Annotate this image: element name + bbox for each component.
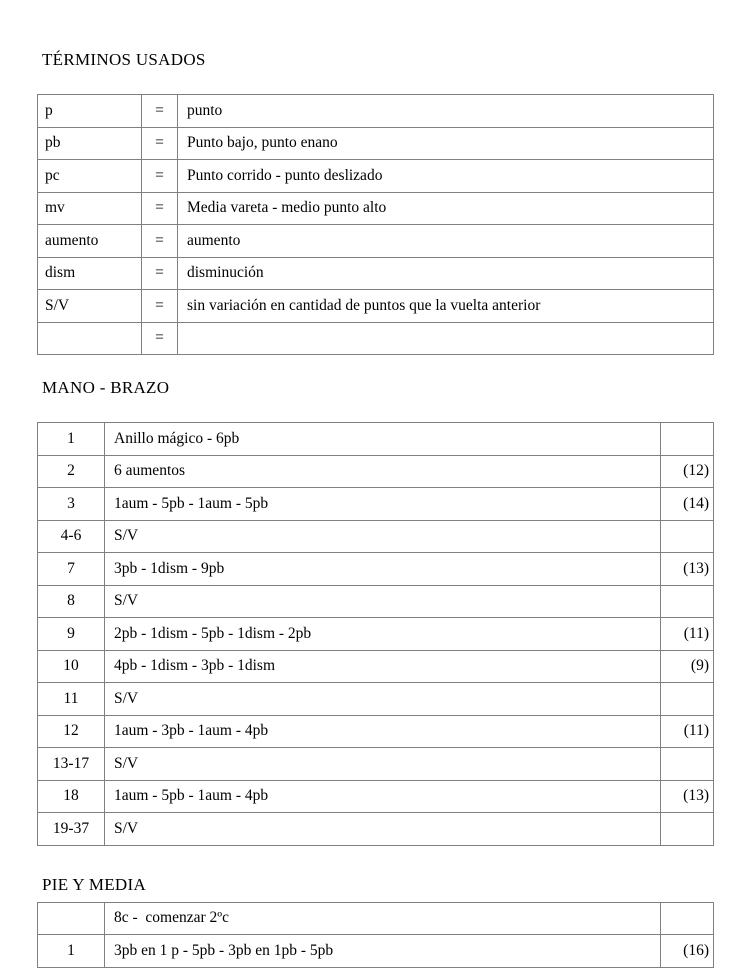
description-cell: sin variación en cantidad de puntos que la vuelta anterior: [178, 290, 714, 323]
table-row: [38, 748, 714, 781]
instructions-cell: S/V: [105, 585, 661, 618]
equals-cell: =: [142, 95, 178, 128]
equals-cell: =: [142, 192, 178, 225]
count-cell: [661, 748, 714, 781]
pie-y-media-table: [37, 902, 714, 968]
round-cell: 2: [38, 455, 105, 488]
round-cell: 3: [38, 488, 105, 521]
round-cell: 10: [38, 650, 105, 683]
table-row: [38, 715, 714, 748]
count-cell: [661, 813, 714, 846]
table-row: [38, 455, 714, 488]
round-cell: 4-6: [38, 520, 105, 553]
table-row: [38, 650, 714, 683]
count-cell: (11): [661, 715, 714, 748]
table-row: [38, 683, 714, 716]
round-cell: [38, 902, 105, 935]
description-cell: disminución: [178, 257, 714, 290]
term-cell: dism: [38, 257, 142, 290]
description-cell: [178, 322, 714, 355]
instructions-cell: S/V: [105, 520, 661, 553]
count-cell: [661, 683, 714, 716]
table-row: [38, 160, 714, 193]
table-row: [38, 423, 714, 456]
count-cell: [661, 520, 714, 553]
table-row: [38, 553, 714, 586]
round-cell: 18: [38, 780, 105, 813]
count-cell: (11): [661, 618, 714, 651]
table-row: [38, 127, 714, 160]
description-cell: Media vareta - medio punto alto: [178, 192, 714, 225]
round-cell: 8: [38, 585, 105, 618]
section-title-terminos-usados: TÉRMINOS USADOS: [42, 50, 206, 69]
term-cell: mv: [38, 192, 142, 225]
term-cell: p: [38, 95, 142, 128]
table-row: [38, 225, 714, 258]
term-cell: pb: [38, 127, 142, 160]
equals-cell: =: [142, 225, 178, 258]
instructions-cell: 4pb - 1dism - 3pb - 1dism: [105, 650, 661, 683]
instructions-cell: 3pb en 1 p - 5pb - 3pb en 1pb - 5pb: [105, 935, 661, 968]
equals-cell: =: [142, 160, 178, 193]
round-cell: 9: [38, 618, 105, 651]
section-title-mano-brazo: MANO - BRAZO: [42, 378, 170, 397]
round-cell: 19-37: [38, 813, 105, 846]
terms-table-body: [38, 95, 714, 355]
round-cell: 7: [38, 553, 105, 586]
term-cell: aumento: [38, 225, 142, 258]
instructions-cell: Anillo mágico - 6pb: [105, 423, 661, 456]
table-row: [38, 618, 714, 651]
round-cell: 13-17: [38, 748, 105, 781]
equals-cell: =: [142, 127, 178, 160]
equals-cell: =: [142, 322, 178, 355]
equals-cell: =: [142, 290, 178, 323]
instructions-cell: 1aum - 5pb - 1aum - 5pb: [105, 488, 661, 521]
instructions-cell: 8c - comenzar 2ºc: [105, 902, 661, 935]
count-cell: (16): [661, 935, 714, 968]
table-row: [38, 488, 714, 521]
table-row: [38, 780, 714, 813]
section-pie-y-media: [37, 846, 714, 968]
description-cell: punto: [178, 95, 714, 128]
table-row: [38, 257, 714, 290]
instructions-cell: S/V: [105, 748, 661, 781]
round-cell: 1: [38, 935, 105, 968]
term-cell: pc: [38, 160, 142, 193]
mano-brazo-table: [37, 422, 714, 846]
instructions-cell: S/V: [105, 683, 661, 716]
count-cell: (13): [661, 780, 714, 813]
term-cell: S/V: [38, 290, 142, 323]
count-cell: [661, 423, 714, 456]
count-cell: (9): [661, 650, 714, 683]
table-row: [38, 192, 714, 225]
table-row: [38, 322, 714, 355]
table-row: [38, 290, 714, 323]
round-cell: 11: [38, 683, 105, 716]
instructions-cell: 6 aumentos: [105, 455, 661, 488]
term-cell: [38, 322, 142, 355]
instructions-cell: 3pb - 1dism - 9pb: [105, 553, 661, 586]
section-title-pie-y-media: PIE Y MEDIA: [42, 874, 147, 894]
count-cell: (13): [661, 553, 714, 586]
table-row: [38, 95, 714, 128]
table-row: [38, 813, 714, 846]
terms-table: [37, 94, 714, 355]
pie-y-media-table-body: [38, 902, 714, 967]
section-mano-brazo: [37, 355, 714, 846]
equals-cell: =: [142, 257, 178, 290]
description-cell: aumento: [178, 225, 714, 258]
count-cell: [661, 902, 714, 935]
instructions-cell: 1aum - 3pb - 1aum - 4pb: [105, 715, 661, 748]
table-row: [38, 585, 714, 618]
instructions-cell: 2pb - 1dism - 5pb - 1dism - 2pb: [105, 618, 661, 651]
table-row: [38, 520, 714, 553]
round-cell: 12: [38, 715, 105, 748]
description-cell: Punto bajo, punto enano: [178, 127, 714, 160]
count-cell: (12): [661, 455, 714, 488]
table-row: [38, 902, 714, 935]
table-row: [38, 935, 714, 968]
count-cell: [661, 585, 714, 618]
instructions-cell: 1aum - 5pb - 1aum - 4pb: [105, 780, 661, 813]
mano-brazo-table-body: [38, 423, 714, 846]
count-cell: (14): [661, 488, 714, 521]
section-terminos-usados: [37, 0, 714, 355]
round-cell: 1: [38, 423, 105, 456]
description-cell: Punto corrido - punto deslizado: [178, 160, 714, 193]
instructions-cell: S/V: [105, 813, 661, 846]
